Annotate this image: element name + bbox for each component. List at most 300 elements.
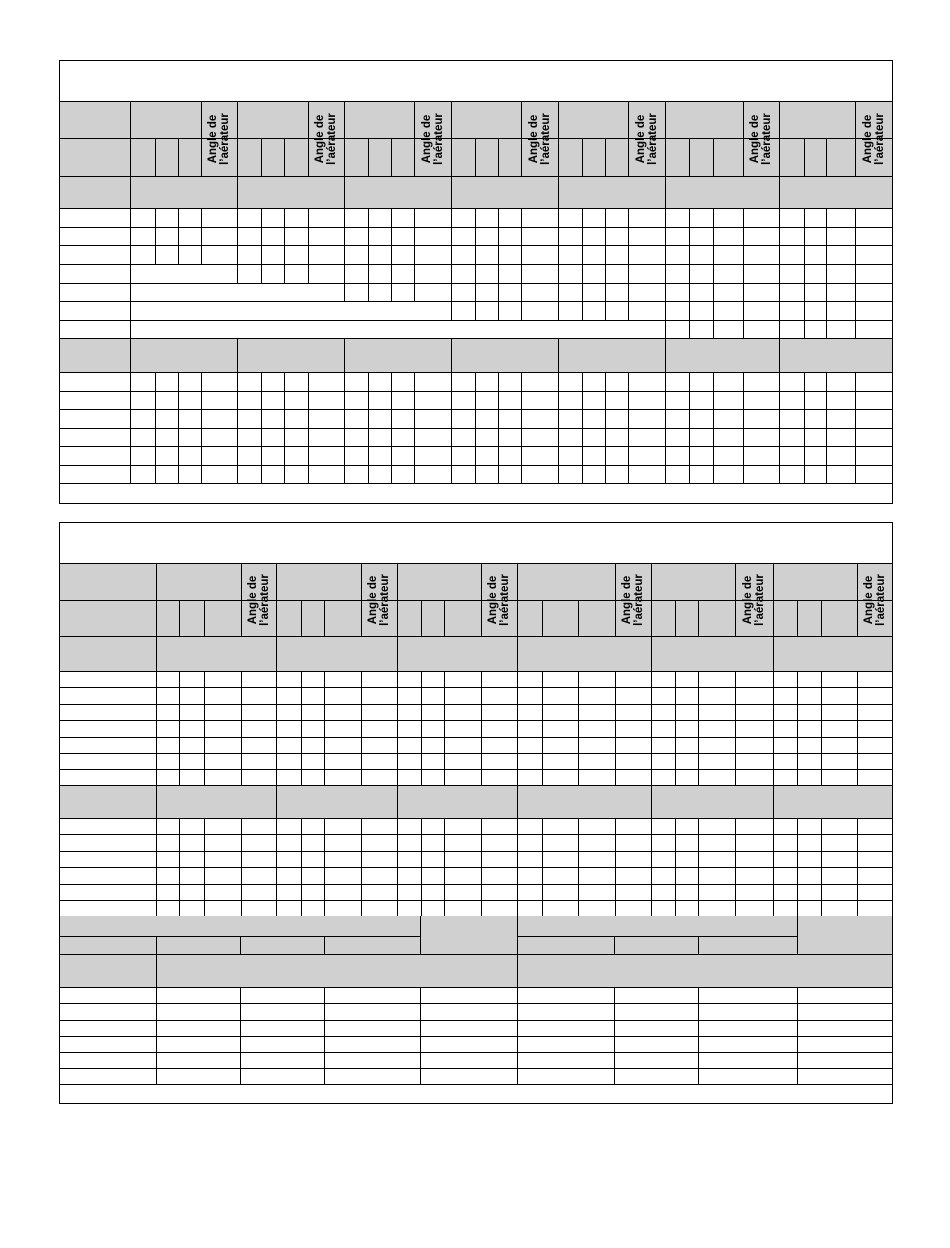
aerator-angle-line-2: l’aérateur: [633, 574, 645, 626]
grid-line-v: [498, 227, 499, 246]
shaded-header-cell: [60, 339, 892, 372]
grid-line-v: [855, 301, 856, 321]
aerator-angle-line-2: l’aérateur: [874, 574, 887, 626]
grid-line-v: [475, 283, 476, 302]
grid-line-h: [60, 687, 893, 688]
grid-line-v: [201, 245, 202, 265]
grid-line-v: [743, 245, 744, 265]
grid-line-v: [855, 320, 856, 339]
grid-line-v: [237, 177, 238, 209]
aerator-angle-line-1: Angle de: [634, 114, 647, 164]
aerator-angle-header: [615, 564, 651, 636]
grid-line-v: [855, 283, 856, 302]
aerator-angle-header: [308, 102, 344, 176]
grid-line-v: [498, 208, 499, 228]
grid-line-v: [892, 264, 893, 284]
grid-line-v: [521, 245, 522, 265]
grid-line-v: [689, 264, 690, 284]
grid-line-v: [361, 671, 362, 786]
grid-line-v: [804, 320, 805, 339]
grid-line-v: [826, 208, 827, 228]
grid-line-v: [261, 372, 262, 484]
grid-line-v: [797, 916, 798, 955]
grid-line-v: [804, 138, 805, 177]
grid-line-v: [614, 936, 615, 955]
grid-line-v: [558, 177, 559, 209]
grid-line-v: [582, 264, 583, 284]
shaded-header-cell: [60, 637, 892, 671]
grid-line-v: [261, 227, 262, 246]
grid-line-h: [60, 465, 893, 466]
grid-line-v: [804, 227, 805, 246]
grid-line-v: [826, 320, 827, 339]
grid-line-v: [558, 283, 559, 302]
aerator-angle-label: [367, 574, 391, 626]
grid-line-v: [155, 245, 156, 265]
grid-line-v: [344, 264, 345, 284]
aerator-angle-header: [857, 564, 892, 636]
shaded-header-cell: [60, 916, 892, 987]
grid-line-v: [517, 637, 518, 672]
grid-line-v: [582, 208, 583, 228]
aerator-angle-line-2: l’aérateur: [499, 574, 511, 626]
aerator-angle-label: [621, 574, 645, 626]
grid-line-v: [204, 818, 205, 917]
grid-line-v: [451, 177, 452, 209]
grid-line-v: [558, 102, 559, 177]
grid-line-v: [481, 671, 482, 786]
grid-line-v: [391, 208, 392, 228]
grid-line-v: [344, 102, 345, 177]
grid-line-h: [60, 283, 893, 284]
grid-line-v: [698, 818, 699, 917]
aerator-angle-line-1: Angle de: [246, 575, 259, 625]
grid-line-v: [779, 245, 780, 265]
grid-line-v: [779, 320, 780, 339]
grid-line-v: [892, 301, 893, 321]
grid-line-v: [368, 372, 369, 484]
grid-line-v: [713, 283, 714, 302]
grid-line-v: [675, 818, 676, 917]
grid-line-v: [397, 818, 398, 917]
grid-line-v: [773, 637, 774, 672]
grid-line-v: [826, 301, 827, 321]
grid-line-v: [521, 283, 522, 302]
grid-line-v: [542, 818, 543, 917]
grid-line-v: [713, 245, 714, 265]
aerator-angle-line-2: l’aérateur: [432, 113, 445, 165]
grid-line-v: [517, 818, 518, 917]
grid-line-v: [368, 138, 369, 177]
grid-line-h: [60, 1020, 893, 1021]
grid-line-v: [628, 227, 629, 246]
grid-line-v: [178, 372, 179, 484]
grid-line-v: [743, 264, 744, 284]
grid-line-v: [241, 818, 242, 917]
grid-line-v: [892, 818, 893, 917]
grid-line-v: [130, 227, 131, 246]
grid-line-v: [517, 671, 518, 786]
grid-line-v: [628, 372, 629, 484]
grid-line-v: [444, 671, 445, 786]
grid-line-v: [855, 208, 856, 228]
grid-line-h: [60, 391, 893, 392]
grid-line-v: [628, 245, 629, 265]
grid-line-v: [735, 818, 736, 917]
aerator-angle-label: [862, 113, 886, 165]
grid-line-v: [651, 671, 652, 786]
grid-line-h: [60, 954, 893, 955]
grid-line-v: [628, 301, 629, 321]
grid-line-v: [779, 339, 780, 373]
grid-line-v: [797, 987, 798, 1085]
grid-line-v: [421, 600, 422, 637]
grid-line-v: [451, 301, 452, 321]
grid-line-v: [743, 372, 744, 484]
grid-line-v: [324, 671, 325, 786]
aerator-angle-line-2: l’aérateur: [761, 113, 773, 165]
grid-line-v: [344, 208, 345, 228]
grid-line-v: [713, 264, 714, 284]
grid-line-v: [892, 320, 893, 339]
aerator-angle-label: [207, 113, 231, 165]
grid-line-v: [665, 208, 666, 228]
grid-line-v: [779, 372, 780, 484]
aerator-angle-label: [742, 574, 766, 626]
grid-line-v: [284, 138, 285, 177]
aerator-angle-header: [201, 102, 237, 176]
grid-line-v: [130, 372, 131, 484]
grid-line-v: [743, 227, 744, 246]
grid-line-v: [521, 208, 522, 228]
grid-line-v: [713, 138, 714, 177]
grid-line-v: [521, 301, 522, 321]
grid-line-v: [605, 301, 606, 321]
grid-line-v: [855, 227, 856, 246]
grid-line-v: [155, 227, 156, 246]
grid-line-v: [689, 227, 690, 246]
grid-line-v: [779, 283, 780, 302]
grid-line-v: [713, 372, 714, 484]
aerator-angle-line-1: Angle de: [420, 114, 433, 164]
grid-line-v: [498, 283, 499, 302]
aerator-angle-header: [855, 102, 892, 176]
grid-line-v: [689, 372, 690, 484]
grid-line-v: [826, 245, 827, 265]
grid-line-v: [308, 208, 309, 228]
grid-line-v: [368, 208, 369, 228]
grid-line-v: [421, 818, 422, 917]
grid-line-v: [628, 283, 629, 302]
grid-line-v: [517, 987, 518, 1085]
aerator-angle-line-1: Angle de: [314, 114, 326, 164]
grid-line-v: [421, 671, 422, 786]
grid-line-h: [60, 1003, 893, 1004]
grid-line-v: [156, 600, 157, 637]
grid-line-v: [665, 227, 666, 246]
grid-line-h: [60, 753, 893, 754]
aerator-angle-label: [635, 113, 659, 165]
grid-line-v: [605, 372, 606, 484]
grid-line-v: [308, 372, 309, 484]
grid-line-v: [558, 264, 559, 284]
grid-line-v: [344, 227, 345, 246]
grid-line-v: [826, 138, 827, 177]
grid-line-v: [698, 987, 699, 1085]
grid-line-v: [368, 245, 369, 265]
grid-line-v: [614, 987, 615, 1085]
grid-line-v: [414, 245, 415, 265]
aerator-angle-header: [735, 564, 773, 636]
grid-line-v: [689, 320, 690, 339]
aerator-angle-header: [414, 102, 451, 176]
grid-line-v: [689, 138, 690, 177]
grid-line-v: [735, 671, 736, 786]
grid-line-v: [344, 283, 345, 302]
aerator-angle-header: [361, 564, 397, 636]
grid-line-v: [665, 102, 666, 177]
grid-line-v: [276, 637, 277, 672]
grid-line-v: [420, 987, 421, 1085]
grid-line-v: [558, 208, 559, 228]
grid-line-v: [179, 671, 180, 786]
grid-line-v: [261, 264, 262, 284]
grid-line-v: [301, 600, 302, 637]
grid-line-h: [517, 936, 798, 937]
grid-line-v: [475, 264, 476, 284]
grid-line-v: [892, 283, 893, 302]
grid-line-v: [368, 227, 369, 246]
aerator-angle-label: [749, 113, 773, 165]
grid-line-v: [201, 227, 202, 246]
grid-line-v: [743, 320, 744, 339]
grid-line-h: [60, 301, 893, 302]
grid-line-v: [605, 208, 606, 228]
aerator-angle-line-2: l’aérateur: [873, 113, 886, 165]
grid-line-v: [156, 786, 157, 819]
grid-line-v: [156, 954, 157, 988]
grid-line-v: [201, 208, 202, 228]
grid-line-v: [308, 227, 309, 246]
grid-line-v: [237, 208, 238, 228]
grid-line-v: [797, 600, 798, 637]
grid-line-v: [521, 227, 522, 246]
grid-line-v: [582, 372, 583, 484]
grid-line-h: [60, 834, 893, 835]
grid-line-v: [651, 818, 652, 917]
grid-line-h: [60, 409, 893, 410]
grid-line-v: [615, 818, 616, 917]
grid-line-v: [344, 245, 345, 265]
grid-line-v: [826, 372, 827, 484]
grid-line-v: [324, 936, 325, 955]
aerator-angle-line-1: Angle de: [487, 575, 499, 625]
grid-line-v: [237, 372, 238, 484]
grid-line-h: [60, 737, 893, 738]
grid-line-h: [60, 1036, 893, 1037]
grid-line-v: [826, 283, 827, 302]
grid-line-v: [130, 208, 131, 228]
grid-line-v: [779, 177, 780, 209]
aerator-angle-line-1: Angle de: [621, 575, 633, 625]
grid-line-v: [773, 671, 774, 786]
grid-line-v: [797, 818, 798, 917]
grid-line-v: [826, 264, 827, 284]
grid-line-v: [804, 245, 805, 265]
grid-line-v: [475, 227, 476, 246]
grid-line-v: [156, 818, 157, 917]
grid-line-v: [578, 671, 579, 786]
grid-line-v: [237, 227, 238, 246]
grid-line-v: [713, 208, 714, 228]
grid-line-v: [475, 301, 476, 321]
grid-line-v: [821, 600, 822, 637]
grid-line-v: [517, 564, 518, 637]
grid-line-v: [605, 227, 606, 246]
grid-line-v: [391, 264, 392, 284]
aerator-angle-line-2: l’aérateur: [219, 113, 231, 165]
grid-line-v: [397, 637, 398, 672]
grid-line-h: [60, 320, 893, 321]
grid-line-h: [60, 884, 893, 885]
grid-line-v: [475, 208, 476, 228]
grid-line-v: [498, 372, 499, 484]
aerator-angle-line-2: l’aérateur: [379, 574, 391, 626]
grid-line-v: [743, 301, 744, 321]
grid-line-h: [60, 818, 893, 819]
grid-line-v: [261, 245, 262, 265]
grid-line-v: [665, 339, 666, 373]
grid-line-h: [60, 671, 893, 672]
shaded-header-cell: [60, 786, 892, 818]
grid-line-h: [60, 372, 893, 373]
grid-line-h: [60, 227, 893, 228]
grid-line-v: [558, 339, 559, 373]
grid-line-v: [344, 339, 345, 373]
grid-line-v: [475, 138, 476, 177]
grid-line-v: [855, 372, 856, 484]
grid-line-v: [397, 671, 398, 786]
aerator-angle-header: [481, 564, 517, 636]
grid-line-v: [414, 227, 415, 246]
grid-line-v: [344, 372, 345, 484]
grid-line-v: [665, 301, 666, 321]
grid-line-v: [857, 671, 858, 786]
aerator-table-2: [59, 522, 893, 1104]
grid-line-v: [237, 245, 238, 265]
grid-line-v: [498, 301, 499, 321]
grid-line-v: [368, 264, 369, 284]
grid-line-v: [178, 208, 179, 228]
aerator-angle-header: [521, 102, 558, 176]
grid-line-v: [578, 600, 579, 637]
grid-line-v: [615, 671, 616, 786]
grid-line-v: [779, 227, 780, 246]
aerator-angle-label: [487, 574, 511, 626]
grid-line-v: [779, 102, 780, 177]
grid-line-v: [628, 208, 629, 228]
grid-line-v: [498, 138, 499, 177]
grid-line-v: [698, 936, 699, 955]
grid-line-v: [414, 208, 415, 228]
grid-line-v: [130, 339, 131, 373]
grid-line-v: [237, 264, 238, 284]
grid-line-v: [665, 283, 666, 302]
grid-line-v: [698, 600, 699, 637]
grid-line-v: [420, 916, 421, 955]
grid-line-v: [855, 264, 856, 284]
grid-line-v: [451, 339, 452, 373]
grid-line-v: [284, 208, 285, 228]
grid-line-v: [713, 227, 714, 246]
grid-line-v: [605, 264, 606, 284]
grid-line-v: [779, 264, 780, 284]
grid-line-v: [665, 245, 666, 265]
grid-line-v: [444, 600, 445, 637]
grid-line-h: [60, 769, 893, 770]
grid-line-v: [156, 936, 157, 955]
grid-line-v: [156, 987, 157, 1085]
grid-line-v: [582, 245, 583, 265]
grid-line-v: [324, 987, 325, 1085]
aerator-angle-line-2: l’aérateur: [258, 574, 271, 626]
grid-line-v: [821, 818, 822, 917]
grid-line-h: [60, 208, 893, 209]
grid-line-v: [276, 671, 277, 786]
grid-line-v: [773, 818, 774, 917]
grid-line-v: [779, 208, 780, 228]
grid-line-v: [178, 227, 179, 246]
aerator-angle-line-1: Angle de: [861, 114, 874, 164]
grid-line-h: [60, 900, 893, 901]
grid-line-v: [301, 671, 302, 786]
grid-line-v: [204, 671, 205, 786]
aerator-angle-label: [863, 574, 887, 626]
aerator-angle-line-2: l’aérateur: [754, 574, 766, 626]
grid-line-v: [201, 372, 202, 484]
grid-line-v: [414, 372, 415, 484]
grid-line-v: [542, 671, 543, 786]
grid-line-v: [826, 227, 827, 246]
aerator-angle-line-1: Angle de: [862, 575, 875, 625]
grid-line-v: [713, 301, 714, 321]
grid-line-v: [498, 264, 499, 284]
grid-line-v: [475, 245, 476, 265]
grid-line-v: [498, 245, 499, 265]
grid-line-v: [628, 264, 629, 284]
aerator-angle-line-1: Angle de: [742, 575, 754, 625]
aerator-angle-line-1: Angle de: [527, 114, 540, 164]
grid-line-v: [397, 564, 398, 637]
grid-line-h: [60, 704, 893, 705]
aerator-angle-line-2: l’aérateur: [646, 113, 659, 165]
grid-line-v: [892, 372, 893, 484]
grid-line-v: [892, 208, 893, 228]
aerator-angle-header: [743, 102, 779, 176]
grid-line-v: [368, 283, 369, 302]
grid-line-v: [178, 138, 179, 177]
grid-line-v: [391, 283, 392, 302]
grid-line-v: [301, 818, 302, 917]
grid-line-v: [451, 227, 452, 246]
grid-line-v: [542, 600, 543, 637]
grid-line-v: [689, 208, 690, 228]
grid-line-v: [451, 283, 452, 302]
grid-line-v: [517, 916, 518, 988]
grid-line-v: [481, 818, 482, 917]
grid-line-v: [240, 987, 241, 1085]
grid-line-v: [779, 301, 780, 321]
